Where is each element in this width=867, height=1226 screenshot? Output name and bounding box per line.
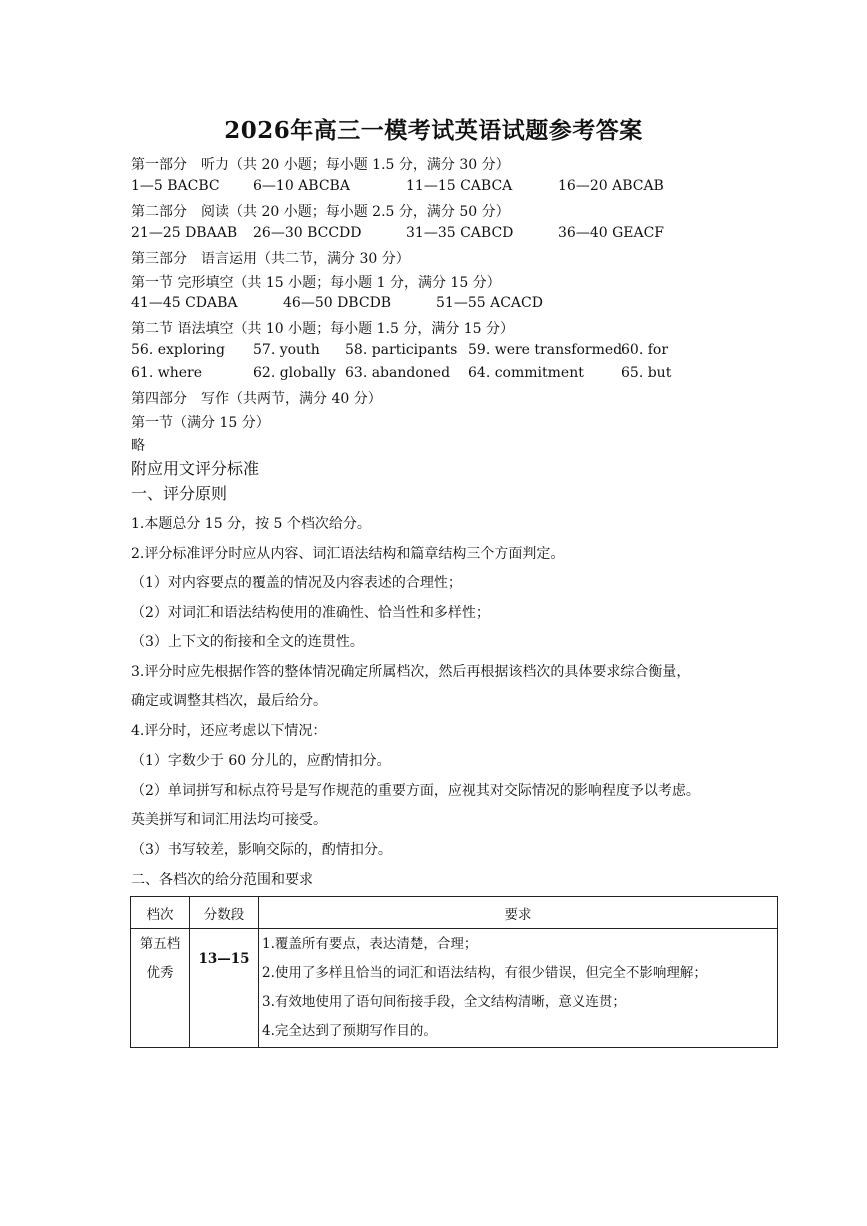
principle-2-item: （3）上下文的衔接和全文的连贯性。 [131, 634, 364, 650]
part1-answer-group: 6—10 ABCBA [253, 178, 350, 194]
principle-2: 2.评分标准评分时应从内容、词汇语法结构和篇章结构三个方面判定。 [131, 546, 565, 562]
score-range: 13—15 [190, 929, 259, 1048]
cloze-answer-group: 51—55 ACACD [436, 295, 543, 311]
grammar-answer: 60. for [621, 342, 669, 358]
part2-answer-group: 31—35 CABCD [406, 225, 514, 241]
grammar-answer: 57. youth [253, 342, 320, 358]
level-cell [131, 929, 190, 1048]
part2-answer-group: 36—40 GEACF [558, 225, 665, 241]
table-header: 档次 [131, 897, 190, 929]
part3-heading: 第三部分 语言运用（共二节，满分 30 分） [131, 251, 410, 267]
principle-1: 1.本题总分 15 分，按 5 个档次给分。 [131, 516, 371, 532]
principle-4-item: （3）书写较差，影响交际的，酌情扣分。 [131, 842, 392, 858]
part3-section2-heading: 第二节 语法填空（共 10 小题；每小题 1.5 分，满分 15 分） [131, 321, 515, 337]
levels-title: 二、各档次的给分范围和要求 [131, 872, 313, 888]
table-header: 要求 [259, 897, 778, 929]
principle-2-item: （2）对词汇和语法结构使用的准确性、恰当性和多样性； [131, 605, 490, 621]
principle-3-line: 3.评分时应先根据作答的整体情况确定所属档次，然后再根据该档次的具体要求综合衡量， [131, 664, 691, 680]
appendix-title: 附应用文评分标准 [131, 459, 260, 478]
grading-table [130, 896, 778, 1048]
table-header: 分数段 [190, 897, 259, 929]
grammar-answer: 58. participants [345, 342, 458, 358]
level-name: 优秀 [146, 965, 174, 981]
cloze-answer-group: 41—45 CDABA [131, 295, 238, 311]
part2-answer-group: 26—30 BCCDD [253, 225, 362, 241]
part4-section1-answer: 略 [131, 438, 145, 454]
cloze-answer-group: 46—50 DBCDB [283, 295, 392, 311]
requirement-item: 1.覆盖所有要点，表达清楚，合理； [262, 936, 478, 952]
principle-3-line: 确定或调整其档次，最后给分。 [131, 693, 327, 709]
grammar-answer: 63. abandoned [345, 365, 451, 381]
grammar-answer: 64. commitment [468, 365, 584, 381]
grammar-answer: 62. globally [253, 365, 336, 381]
principle-4-item: （2）单词拼写和标点符号是写作规范的重要方面，应视其对交际情况的影响程度予以考虑。 [131, 783, 700, 799]
grammar-answer: 65. but [621, 365, 672, 381]
principle-2-item: （1）对内容要点的覆盖的情况及内容表述的合理性； [131, 575, 462, 591]
level-label: 第五档 [139, 936, 181, 952]
part4-heading: 第四部分 写作（共两节，满分 40 分） [131, 391, 382, 407]
requirement-item: 2.使用了多样且恰当的词汇和语法结构，有很少错误，但完全不影响理解； [262, 965, 707, 981]
part1-heading: 第一部分 听力（共 20 小题；每小题 1.5 分，满分 30 分） [131, 157, 510, 173]
page-title: 2026年高三一模考试英语试题参考答案 [224, 117, 643, 144]
principle-4: 4.评分时，还应考虑以下情况： [131, 723, 327, 739]
part2-answer-group: 21—25 DBAAB [131, 225, 238, 241]
principle-4-item: （1）字数少于 60 分儿的，应酌情扣分。 [131, 753, 391, 769]
part4-section1-heading: 第一节（满分 15 分） [131, 415, 270, 431]
requirement-item: 4.完全达到了预期写作目的。 [262, 1023, 437, 1039]
principles-title: 一、评分原则 [131, 484, 228, 503]
table-header-row [131, 897, 778, 929]
requirement-item: 3.有效地使用了语句间衔接手段，全文结构清晰，意义连贯； [262, 994, 626, 1010]
part1-answer-group: 11—15 CABCA [406, 178, 513, 194]
table-row [131, 929, 778, 1048]
principle-4-item: 英美拼写和词汇用法均可接受。 [131, 812, 327, 828]
grammar-answer: 61. where [131, 365, 202, 381]
grammar-answer: 56. exploring [131, 342, 225, 358]
requirements-cell [259, 929, 778, 1048]
part1-answer-group: 16—20 ABCAB [558, 178, 664, 194]
part3-section1-heading: 第一节 完形填空（共 15 小题；每小题 1 分，满分 15 分） [131, 275, 501, 291]
grammar-answer: 59. were transformed [468, 342, 623, 358]
part1-answer-group: 1—5 BACBC [131, 178, 220, 194]
part2-heading: 第二部分 阅读（共 20 小题；每小题 2.5 分，满分 50 分） [131, 204, 510, 220]
